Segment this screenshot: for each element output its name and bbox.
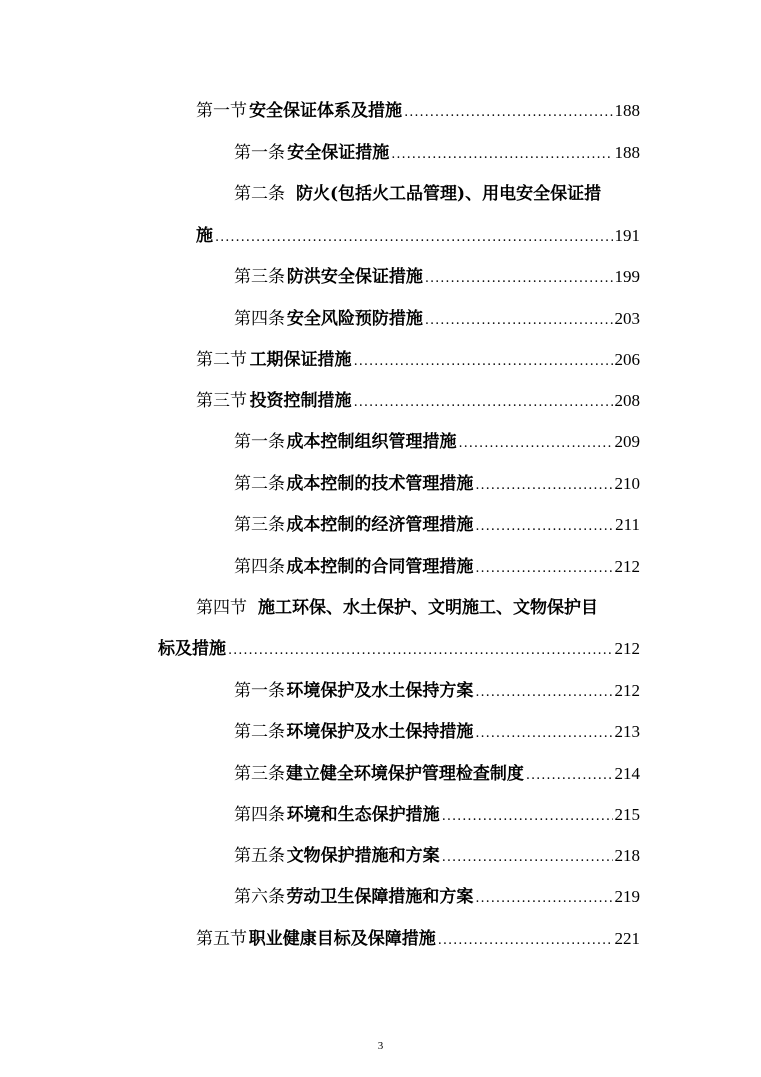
- dot-leader: [475, 721, 612, 747]
- toc-entry-page: 218: [614, 846, 640, 865]
- toc-entry[interactable]: [234, 140, 640, 166]
- toc-entry-page: 212: [614, 681, 640, 700]
- toc-entry-title: 职业健康目标及保障措施: [248, 929, 436, 949]
- toc-entry-label: 第三条: [234, 267, 285, 287]
- toc-entry-title: 文物保护措施和方案: [286, 846, 440, 866]
- toc-entry-label: 第三节: [196, 391, 247, 411]
- dot-leader: [354, 349, 613, 375]
- toc-entry-page: 212: [614, 639, 640, 658]
- toc-entry-page: 191: [614, 226, 640, 245]
- toc-entry-label: 第一条: [234, 432, 285, 452]
- toc-entry-title: 安全风险预防措施: [286, 309, 423, 329]
- toc-entry-label: 第二条: [234, 722, 285, 742]
- toc-entry-title: 环境保护及水土保持措施: [286, 722, 474, 742]
- toc-entry[interactable]: [234, 719, 640, 745]
- dot-leader: [215, 225, 613, 251]
- toc-entry-title: 环境保护及水土保持方案: [286, 681, 474, 701]
- toc-entry[interactable]: [234, 884, 640, 910]
- toc-entry-title: 防洪安全保证措施: [286, 267, 423, 287]
- toc-entry-page: 210: [614, 474, 640, 493]
- toc-entry-title: 成本控制的经济管理措施: [286, 515, 474, 535]
- toc-entry-label: 第一条: [234, 143, 285, 163]
- toc-entry-title: 建立健全环境保护管理检查制度: [285, 764, 524, 784]
- toc-entry-page: 203: [614, 309, 640, 328]
- toc-entry[interactable]: [234, 471, 640, 497]
- toc-entry-label: 第一节: [196, 101, 247, 121]
- dot-leader: [442, 804, 613, 830]
- toc-entry-title: 防火(包括火工品管理)、用电安全保证措: [296, 184, 602, 204]
- toc-entry-label: 第四节: [196, 598, 247, 618]
- toc-entry-label: 第四条: [234, 805, 285, 825]
- dot-leader: [404, 100, 612, 126]
- toc-entry-title: 成本控制组织管理措施: [286, 432, 457, 452]
- dot-leader: [475, 886, 612, 912]
- toc-entry-continuation[interactable]: [196, 223, 640, 249]
- toc-entry[interactable]: [196, 388, 640, 414]
- toc-entry[interactable]: [234, 554, 640, 580]
- toc-entry-page: 212: [614, 557, 640, 576]
- dot-leader: [438, 928, 613, 954]
- toc-entry-first-line[interactable]: [234, 181, 601, 207]
- toc-entry-title: 安全保证体系及措施: [249, 101, 403, 121]
- toc-entry[interactable]: [234, 264, 640, 290]
- toc-entry-label: 第一条: [234, 681, 285, 701]
- toc-entry[interactable]: [234, 802, 640, 828]
- dot-leader: [442, 845, 613, 871]
- dot-leader: [425, 266, 613, 292]
- toc-entry-page: 211: [615, 515, 640, 534]
- page-number: 3: [377, 1040, 384, 1052]
- toc-entry-page: 213: [614, 722, 640, 741]
- toc-entry-title: 投资控制措施: [249, 391, 352, 411]
- toc-entry-page: 188: [614, 101, 640, 120]
- toc-entry-label: 第二节: [196, 350, 247, 370]
- dot-leader: [475, 680, 612, 706]
- toc-entry-title-continuation: 施: [196, 226, 213, 246]
- toc-entry-label: 第二条: [234, 474, 285, 494]
- toc-entry-title: 安全保证措施: [287, 143, 390, 163]
- toc-entry-label: 第六条: [234, 887, 285, 907]
- toc-entry-continuation[interactable]: [158, 636, 640, 662]
- toc-entry-page: 188: [614, 143, 640, 162]
- toc-entry-first-line[interactable]: [196, 595, 598, 621]
- toc-entry[interactable]: [234, 843, 640, 869]
- dot-leader: [391, 142, 612, 168]
- toc-entry-title: 施工环保、水土保护、文明施工、文物保护目: [258, 598, 598, 618]
- dot-leader: [475, 473, 612, 499]
- toc-entry[interactable]: [196, 347, 640, 373]
- dot-leader: [475, 514, 613, 540]
- toc-entry-title: 劳动卫生保障措施和方案: [286, 887, 474, 907]
- toc-entry[interactable]: [196, 926, 640, 952]
- toc-entry-label: 第二条: [234, 184, 285, 204]
- toc-entry-page: 221: [614, 929, 640, 948]
- toc-entry-label: 第五条: [234, 846, 285, 866]
- toc-entry-page: 215: [614, 805, 640, 824]
- toc-entry-title-continuation: 标及措施: [158, 639, 226, 659]
- toc-entry-page: 214: [614, 764, 640, 783]
- toc-entry-page: 206: [614, 350, 640, 369]
- toc-entry-title: 成本控制的合同管理措施: [286, 557, 474, 577]
- toc-entry-label: 第四条: [234, 557, 285, 577]
- toc-entry-page: 199: [614, 267, 640, 286]
- toc-entry[interactable]: [234, 761, 640, 787]
- toc-entry-page: 208: [614, 391, 640, 410]
- dot-leader: [475, 556, 612, 582]
- toc-entry-title: 成本控制的技术管理措施: [286, 474, 474, 494]
- dot-leader: [459, 431, 613, 457]
- toc-entry[interactable]: [234, 306, 640, 332]
- toc-entry-title: 环境和生态保护措施: [286, 805, 440, 825]
- toc-entry-label: 第三条: [234, 764, 285, 784]
- toc-entry-label: 第四条: [234, 309, 285, 329]
- toc-entry-page: 219: [614, 887, 640, 906]
- dot-leader: [526, 763, 613, 789]
- toc-entry-title: 工期保证措施: [249, 350, 352, 370]
- toc-entry-label: 第三条: [234, 515, 285, 535]
- toc-entry[interactable]: [234, 512, 640, 538]
- toc-entry[interactable]: [196, 98, 640, 124]
- toc-entry-label: 第五节: [196, 929, 247, 949]
- dot-leader: [354, 390, 613, 416]
- toc-entry[interactable]: [234, 429, 640, 455]
- dot-leader: [228, 638, 613, 664]
- dot-leader: [425, 308, 613, 334]
- toc-entry-page: 209: [614, 432, 640, 451]
- toc-entry[interactable]: [234, 678, 640, 704]
